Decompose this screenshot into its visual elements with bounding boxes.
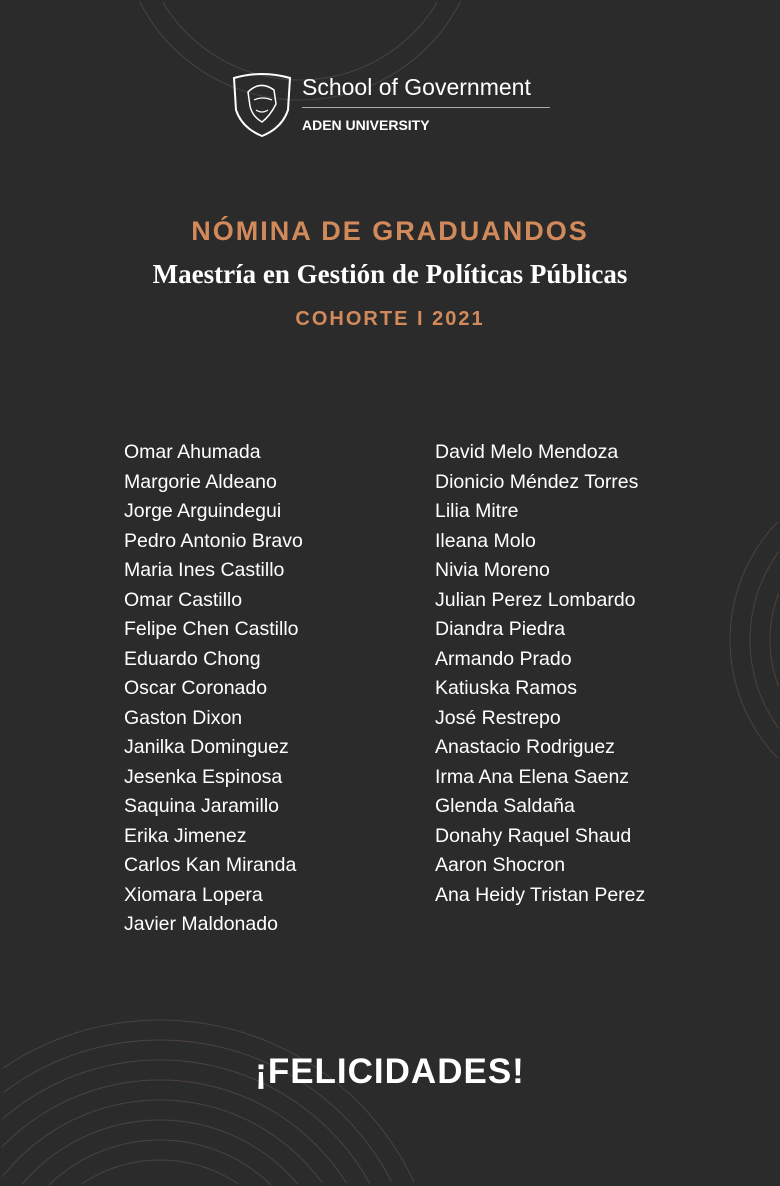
shield-helmet-icon	[230, 70, 294, 138]
graduates-list-left	[124, 438, 303, 940]
graduate-name: Janilka Dominguez	[124, 736, 289, 758]
graduate-name: Aaron Shocron	[435, 854, 566, 876]
graduate-name: Irma Ana Elena Saenz	[435, 765, 630, 788]
decorative-arc	[49, 1140, 271, 1185]
graduate-name: Saquina Jaramillo	[124, 795, 280, 817]
graduate-name: Julian Perez Lombardo	[435, 588, 636, 611]
program-title: Maestría en Gestión de Políticas Públicas	[152, 259, 628, 289]
decorative-arc	[82, 1160, 239, 1184]
graduate-name: Erika Jimenez	[124, 824, 247, 847]
graduate-name: Lilia Mitre	[435, 500, 519, 522]
graduate-name: Carlos Kan Miranda	[124, 854, 297, 876]
graduate-name: Glenda Saldaña	[435, 795, 575, 817]
congratulations-text: ¡FELICIDADES!	[255, 1052, 525, 1091]
decorative-arc	[2, 1080, 347, 1183]
decorative-arc	[22, 1120, 298, 1184]
graduate-name: Ileana Molo	[435, 529, 536, 552]
graduate-name: Armando Prado	[435, 647, 572, 670]
graduate-name: Jorge Arguindegui	[124, 500, 282, 522]
graduate-name: Xiomara Lopera	[124, 883, 263, 906]
graduate-name: Omar Ahumada	[124, 441, 261, 463]
graduate-name: Jesenka Espinosa	[124, 765, 283, 788]
graduate-name: Dionicio Méndez Torres	[435, 470, 639, 493]
decorative-arc	[2, 1100, 321, 1182]
graduate-name: Ana Heidy Tristan Perez	[435, 883, 646, 906]
decorative-arc	[730, 522, 778, 758]
decorative-arc	[750, 552, 779, 728]
graduate-name: Donahy Raquel Shaud	[435, 824, 632, 847]
decorative-arc	[163, 2, 437, 80]
graduate-name: Omar Castillo	[124, 588, 243, 611]
graduate-name: Gaston Dixon	[124, 706, 243, 729]
cohort-label: COHORTE I 2021	[295, 308, 485, 330]
graduate-name: Felipe Chen Castillo	[124, 618, 299, 640]
graduate-name: David Melo Mendoza	[435, 441, 619, 463]
graduate-name: Pedro Antonio Bravo	[124, 529, 303, 552]
logo-subtitle: ADEN UNIVERSITY	[302, 117, 430, 133]
decorative-arc	[770, 593, 779, 686]
graduate-name: Maria Ines Castillo	[124, 559, 285, 581]
heading: NÓMINA DE GRADUANDOS	[191, 216, 589, 246]
graduate-name: Katiuska Ramos	[435, 677, 577, 699]
logo-divider	[302, 107, 550, 108]
graduate-name: Eduardo Chong	[124, 647, 261, 670]
graduate-name: Diandra Piedra	[435, 618, 566, 640]
graduate-name: Anastacio Rodriguez	[435, 736, 615, 758]
graduate-name: Oscar Coronado	[124, 677, 268, 699]
school-logo	[230, 70, 560, 140]
graduate-name: Nivia Moreno	[435, 559, 550, 581]
graduate-name: José Restrepo	[435, 706, 561, 729]
logo-title: School of Government	[302, 74, 531, 100]
graduate-name: Javier Maldonado	[124, 913, 278, 935]
graduates-list-right	[435, 438, 645, 910]
graduate-name: Margorie Aldeano	[124, 470, 277, 493]
